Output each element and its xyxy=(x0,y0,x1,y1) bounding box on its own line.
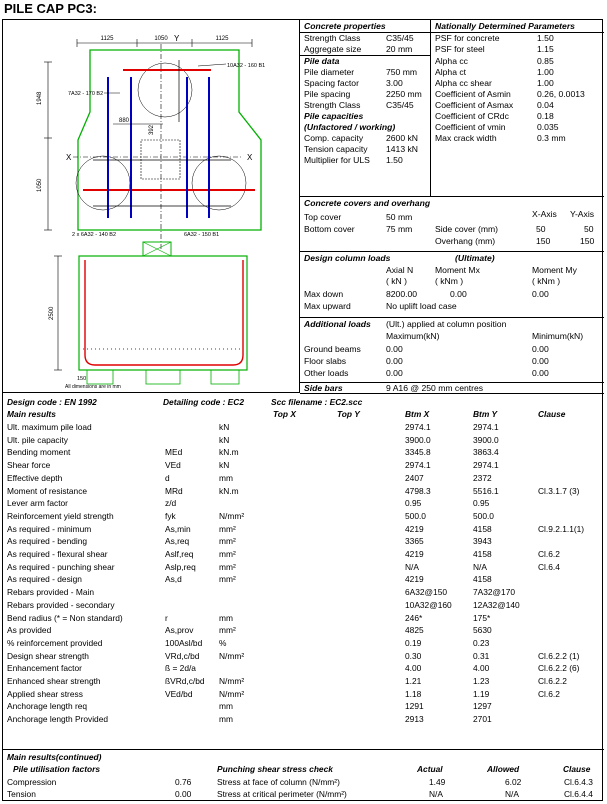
spacing-factor-value: 3.00 xyxy=(386,78,403,88)
covers-head: Concrete covers and overhang xyxy=(304,198,431,208)
table-row xyxy=(3,472,604,484)
result-symbol: Aslf,req xyxy=(165,549,194,559)
ndp-value: 0.85 xyxy=(537,56,554,66)
other-loads-label: Other loads xyxy=(304,368,349,378)
result-btm-y: 2372 xyxy=(473,472,492,483)
result-btm-y: 1.19 xyxy=(473,688,490,699)
top-cover-label: Top cover xyxy=(304,212,342,222)
allowed-head: Allowed xyxy=(487,764,520,774)
ultimate-label: (Ultimate) xyxy=(455,253,495,263)
floor-slabs-max: 0.00 xyxy=(386,356,403,366)
result-symbol: MEd xyxy=(165,447,183,458)
result-btm-y: 0.31 xyxy=(473,650,490,661)
result-symbol: VEd/bd xyxy=(165,688,193,699)
result-label: As required - flexural shear xyxy=(7,549,108,559)
aggregate-size-value: 20 mm xyxy=(386,44,413,54)
clause-head: Clause xyxy=(563,764,591,774)
result-label: Ult. maximum pile load xyxy=(7,422,92,432)
drawing-panel xyxy=(3,20,300,393)
result-unit: kN.m xyxy=(219,447,239,458)
table-row xyxy=(3,561,604,573)
moment-mx-head: Moment Mx xyxy=(435,265,480,275)
table-row xyxy=(3,421,604,433)
result-btm-y: 1297 xyxy=(473,701,492,712)
result-symbol: VEd xyxy=(165,460,181,471)
pile-cap-drawing xyxy=(3,20,300,393)
side-cover-label: Side cover (mm) xyxy=(435,224,499,234)
result-symbol: r xyxy=(165,612,168,623)
result-label: Bending moment xyxy=(7,447,71,458)
dim-top-right: 1125 xyxy=(215,36,229,42)
result-unit: kN xyxy=(219,434,230,445)
ndp-head: Nationally Determined Parameters xyxy=(435,21,575,31)
table-row xyxy=(3,688,604,700)
result-btm-x: 4219 xyxy=(405,523,424,534)
table-row xyxy=(3,485,604,497)
result-label: As required - design xyxy=(7,574,82,585)
result-symbol: MRd xyxy=(165,485,183,496)
table-row xyxy=(3,599,604,611)
callout-bottom-right: 6A32 - 150 B1 xyxy=(184,232,220,238)
result-btm-y: 0.95 xyxy=(473,498,490,509)
result-btm-x: 2974.1 xyxy=(405,460,431,471)
result-unit: mm² xyxy=(219,625,236,636)
table-row xyxy=(3,662,604,674)
result-btm-y: 2701 xyxy=(473,714,492,725)
punch-head: Punching shear stress check xyxy=(217,764,333,774)
overhang-y: 150 xyxy=(580,236,595,246)
perimeter-stress-allowed: N/A xyxy=(505,789,519,799)
compression-label: Compression xyxy=(7,777,57,787)
dim-392: 392 xyxy=(149,124,155,135)
strength-class-value: C35/45 xyxy=(386,33,414,43)
table-row xyxy=(3,446,604,458)
side-cover-y: 50 xyxy=(584,224,594,234)
top-cover-value: 50 mm xyxy=(386,212,413,222)
result-label: Anchorage length req xyxy=(7,701,88,712)
result-clause: Cl.9.2.1.1(1) xyxy=(538,523,585,534)
result-btm-y: 4158 xyxy=(473,574,492,585)
ndp-label: PSF for concrete xyxy=(435,33,500,43)
result-unit: N/mm² xyxy=(219,688,245,699)
result-label: Effective depth xyxy=(7,472,63,483)
result-btm-x: N/A xyxy=(405,561,419,572)
strength-class-label: Strength Class xyxy=(304,33,361,43)
table-row xyxy=(3,434,604,446)
face-stress-actual: 1.49 xyxy=(429,777,446,787)
result-unit: N/mm² xyxy=(219,510,245,521)
ndp-value: 1.50 xyxy=(537,33,554,43)
covers-panel xyxy=(300,197,604,252)
result-btm-y: 4158 xyxy=(473,523,492,534)
result-label: Enhancement factor xyxy=(7,663,82,674)
side-bars-panel xyxy=(300,383,604,394)
table-row xyxy=(3,650,604,662)
result-unit: mm² xyxy=(219,574,236,585)
result-label: % reinforcement provided xyxy=(7,637,103,648)
result-btm-x: 6A32@150 xyxy=(405,587,448,598)
result-btm-x: 2913 xyxy=(405,714,424,725)
dim-top-mid: 1050 xyxy=(154,36,168,42)
result-unit: kN xyxy=(219,422,230,432)
moment-my-unit: ( kNm ) xyxy=(532,276,561,286)
concrete-properties-panel xyxy=(300,20,604,197)
result-btm-x: 0.19 xyxy=(405,637,422,648)
result-unit: N/mm² xyxy=(219,650,245,661)
ndp-value: 0.3 mm xyxy=(537,133,566,143)
result-symbol: 100Asl/bd xyxy=(165,637,203,648)
callout-left-bars: 7A32 - 170 B2 xyxy=(68,91,104,97)
moment-my-head: Moment My xyxy=(532,265,577,275)
result-clause: Cl.6.2.2 xyxy=(538,676,567,686)
result-btm-y: 4158 xyxy=(473,549,492,559)
pile-diameter-value: 750 mm xyxy=(386,67,418,77)
dim-top-left: 1125 xyxy=(100,36,114,42)
pile-diameter-label: Pile diameter xyxy=(304,67,355,77)
overhang-x: 150 xyxy=(536,236,551,246)
result-label: Shear force xyxy=(7,460,51,471)
table-row xyxy=(3,612,604,624)
axial-n-head: Axial N xyxy=(386,265,414,275)
side-bars-label: Side bars xyxy=(304,383,343,393)
result-clause: Cl.6.4 xyxy=(538,561,560,572)
result-btm-y: 12A32@140 xyxy=(473,599,520,610)
ndp-label: Max crack width xyxy=(435,133,497,143)
ndp-label: Coefficient of Asmin xyxy=(435,89,511,99)
result-label: Reinforcement yield strength xyxy=(7,510,114,521)
col-btm-y: Btm Y xyxy=(473,409,498,419)
result-label: As required - bending xyxy=(7,536,88,547)
result-clause: Cl.6.2.2 (6) xyxy=(538,663,580,674)
result-btm-y: 7A32@170 xyxy=(473,587,516,598)
overhang-label: Overhang (mm) xyxy=(435,236,496,246)
ndp-label: Alpha cc xyxy=(435,56,468,66)
max-down-n: 8200.00 xyxy=(386,289,418,299)
result-btm-x: 1.21 xyxy=(405,676,422,686)
x-axis-label-left: X xyxy=(66,153,72,162)
max-down-label: Max down xyxy=(304,289,344,299)
table-row xyxy=(3,586,604,598)
ground-beams-max: 0.00 xyxy=(386,344,403,354)
table-row xyxy=(3,535,604,547)
tension-capacity-value: 1413 kN xyxy=(386,144,419,154)
ndp-value: 0.26, 0.0013 xyxy=(537,89,585,99)
face-stress-clause: Cl.6.4.3 xyxy=(564,777,593,787)
uls-multiplier-value: 1.50 xyxy=(386,155,403,165)
result-btm-y: 1.23 xyxy=(473,676,490,686)
result-symbol: d xyxy=(165,472,170,483)
perimeter-stress-actual: N/A xyxy=(429,789,443,799)
face-stress-allowed: 6.02 xyxy=(505,777,522,787)
result-symbol: ßVRd,c/bd xyxy=(165,676,205,686)
dim-left-upper: 1948 xyxy=(37,91,43,105)
ndp-label: Alpha cc shear xyxy=(435,78,492,88)
result-btm-x: 4219 xyxy=(405,574,424,585)
additional-min-head: Minimum(kN) xyxy=(532,331,584,341)
result-clause: Cl.6.2.2 (1) xyxy=(538,650,580,661)
floor-slabs-label: Floor slabs xyxy=(304,356,347,366)
result-btm-x: 2407 xyxy=(405,472,424,483)
pile-capacities-head: Pile capacities xyxy=(304,111,364,121)
result-btm-y: 3863.4 xyxy=(473,447,499,458)
result-symbol: z/d xyxy=(165,498,177,509)
result-btm-x: 1.18 xyxy=(405,688,422,699)
result-btm-y: 3900.0 xyxy=(473,434,499,445)
pile-spacing-value: 2250 mm xyxy=(386,89,422,99)
result-btm-y: 3943 xyxy=(473,536,492,547)
result-btm-x: 0.95 xyxy=(405,498,422,509)
main-results-table xyxy=(3,395,604,751)
ndp-value: 1.00 xyxy=(537,78,554,88)
result-btm-x: 4219 xyxy=(405,549,424,559)
result-btm-x: 10A32@160 xyxy=(405,599,452,610)
result-label: As required - punching shear xyxy=(7,561,115,572)
result-btm-x: 246* xyxy=(405,612,423,623)
pile-cap-sheet xyxy=(2,19,603,801)
result-btm-x: 3345.8 xyxy=(405,447,431,458)
result-btm-y: 2974.1 xyxy=(473,422,499,432)
result-btm-x: 4798.3 xyxy=(405,485,431,496)
ndp-label: Coefficient of Asmax xyxy=(435,100,514,110)
result-btm-x: 1291 xyxy=(405,701,424,712)
result-btm-y: 175* xyxy=(473,612,491,623)
result-btm-y: 4.00 xyxy=(473,663,490,674)
result-btm-y: 0.23 xyxy=(473,637,490,648)
table-row xyxy=(3,624,604,636)
result-label: As required - minimum xyxy=(7,523,92,534)
ground-beams-label: Ground beams xyxy=(304,344,361,354)
result-label: Rebars provided - Main xyxy=(7,587,95,598)
tension-value: 0.00 xyxy=(175,789,192,799)
other-loads-max: 0.00 xyxy=(386,368,403,378)
result-unit: mm² xyxy=(219,549,236,559)
concrete-properties-head: Concrete properties xyxy=(304,21,386,31)
comp-capacity-value: 2600 kN xyxy=(386,133,419,143)
result-unit: mm xyxy=(219,472,233,483)
callout-top-bars: 10A32 - 160 B1 xyxy=(227,63,266,69)
ground-beams-min: 0.00 xyxy=(532,344,549,354)
face-stress-label: Stress at face of column (N/mm²) xyxy=(217,777,340,787)
column-loads-head: Design column loads xyxy=(304,253,391,263)
spacing-factor-label: Spacing factor xyxy=(304,78,359,88)
ndp-label: Alpha ct xyxy=(435,67,467,77)
aggregate-size-label: Aggregate size xyxy=(304,44,362,54)
result-label: Anchorage length Provided xyxy=(7,714,109,725)
pile-strength-label: Strength Class xyxy=(304,100,361,110)
result-unit: kN.m xyxy=(219,485,239,496)
result-symbol: fyk xyxy=(165,510,176,521)
result-unit: % xyxy=(219,637,227,648)
main-results-head: Main results xyxy=(7,409,56,419)
result-unit: mm xyxy=(219,701,233,712)
pile-data-head: Pile data xyxy=(304,56,340,66)
result-btm-x: 4.00 xyxy=(405,663,422,674)
result-unit: mm² xyxy=(219,523,236,534)
actual-head: Actual xyxy=(417,764,443,774)
result-label: Ult. pile capacity xyxy=(7,434,68,445)
additional-loads-head: Additional loads xyxy=(304,319,371,329)
ndp-value: 1.15 xyxy=(537,44,554,54)
result-symbol: As,prov xyxy=(165,625,194,636)
result-label: Lever arm factor xyxy=(7,498,68,509)
ndp-label: Coefficient of vmin xyxy=(435,122,506,132)
dim-2500: 2500 xyxy=(49,306,55,320)
result-btm-x: 2974.1 xyxy=(405,422,431,432)
design-code: Design code : EN 1992 xyxy=(7,397,97,407)
x-axis-label-right: X xyxy=(247,153,253,162)
ndp-label: Coefficient of CRdc xyxy=(435,111,509,121)
max-down-my: 0.00 xyxy=(532,289,549,299)
y-axis-label-top: Y xyxy=(174,34,180,43)
max-up-value: No uplift load case xyxy=(386,301,457,311)
result-clause: Cl.6.2 xyxy=(538,688,560,699)
floor-slabs-min: 0.00 xyxy=(532,356,549,366)
result-symbol: As,min xyxy=(165,523,191,534)
result-btm-y: 2974.1 xyxy=(473,460,499,471)
tension-label: Tension xyxy=(7,789,36,799)
result-label: Bend radius (* = Non standard) xyxy=(7,612,123,623)
detailing-code: Detailing code : EC2 xyxy=(163,397,244,407)
col-top-y: Top Y xyxy=(337,409,360,419)
result-symbol: ß = 2d/a xyxy=(165,663,196,674)
table-row xyxy=(3,523,604,535)
result-btm-x: 3365 xyxy=(405,536,424,547)
continued-results xyxy=(3,751,604,801)
result-btm-y: 5630 xyxy=(473,625,492,636)
result-label: Rebars provided - secondary xyxy=(7,599,115,610)
compression-value: 0.76 xyxy=(175,777,192,787)
ndp-value: 0.18 xyxy=(537,111,554,121)
max-down-mx: 0.00 xyxy=(450,289,467,299)
covers-x-axis: X-Axis xyxy=(532,209,557,219)
pile-strength-value: C35/45 xyxy=(386,100,414,110)
result-unit: mm xyxy=(219,612,233,623)
additional-max-head: Maximum(kN) xyxy=(386,331,440,341)
col-btm-x: Btm X xyxy=(405,409,430,419)
result-unit: kN xyxy=(219,460,230,471)
side-bars-value: 9 A16 @ 250 mm centres xyxy=(386,383,484,393)
table-row xyxy=(3,510,604,522)
result-unit: mm² xyxy=(219,536,236,547)
ndp-value: 1.00 xyxy=(537,67,554,77)
perimeter-stress-clause: Cl.6.4.4 xyxy=(564,789,593,799)
continued-head: Main results(continued) xyxy=(7,752,102,762)
bottom-cover-value: 75 mm xyxy=(386,224,413,234)
result-unit: mm² xyxy=(219,561,236,572)
ndp-value: 0.04 xyxy=(537,100,554,110)
result-unit: mm xyxy=(219,714,233,725)
callout-bottom-left: 2 x 6A32 - 140 B2 xyxy=(72,232,117,238)
table-row xyxy=(3,548,604,560)
column-loads-panel xyxy=(300,252,604,318)
table-row xyxy=(3,573,604,585)
result-clause: Cl.6.2 xyxy=(538,549,560,559)
ndp-label: PSF for steel xyxy=(435,44,485,54)
uls-multiplier-label: Multiplier for ULS xyxy=(304,155,370,165)
result-btm-y: 500.0 xyxy=(473,510,494,521)
result-symbol: As,d xyxy=(165,574,182,585)
col-clause: Clause xyxy=(538,409,566,419)
ndp-value: 0.035 xyxy=(537,122,559,132)
dimensions-note: All dimensions are in mm xyxy=(65,384,121,390)
comp-capacity-label: Comp. capacity xyxy=(304,133,364,143)
pile-capacities-subhead: (Unfactored / working) xyxy=(304,122,396,132)
result-label: As provided xyxy=(7,625,52,636)
result-label: Moment of resistance xyxy=(7,485,88,496)
additional-loads-panel xyxy=(300,318,604,383)
scc-filename: Scc filename : EC2.scc xyxy=(271,397,363,407)
result-btm-y: N/A xyxy=(473,561,487,572)
max-up-label: Max upward xyxy=(304,301,351,311)
dim-880: 880 xyxy=(119,118,130,124)
util-head: Pile utilisation factors xyxy=(13,764,101,774)
other-loads-min: 0.00 xyxy=(532,368,549,378)
axial-n-unit: ( kN ) xyxy=(386,276,408,286)
bottom-cover-label: Bottom cover xyxy=(304,224,355,234)
result-symbol: As,req xyxy=(165,536,190,547)
table-row xyxy=(3,637,604,649)
page-title: PILE CAP PC3: xyxy=(4,1,97,16)
result-btm-x: 0.30 xyxy=(405,650,422,661)
table-row xyxy=(3,675,604,687)
table-row xyxy=(3,713,604,725)
result-label: Design shear strength xyxy=(7,650,89,661)
tension-capacity-label: Tension capacity xyxy=(304,144,368,154)
additional-loads-note: (Ult.) applied at column position xyxy=(386,319,507,329)
result-label: Applied shear stress xyxy=(7,688,83,699)
result-btm-x: 3900.0 xyxy=(405,434,431,445)
result-unit: N/mm² xyxy=(219,676,245,686)
table-row xyxy=(3,700,604,712)
moment-mx-unit: ( kNm ) xyxy=(435,276,464,286)
side-cover-x: 50 xyxy=(536,224,546,234)
dim-left-lower: 1050 xyxy=(37,178,43,192)
perimeter-stress-label: Stress at critical perimeter (N/mm²) xyxy=(217,789,347,799)
result-btm-y: 5516.1 xyxy=(473,485,499,496)
dim-150: 150 xyxy=(77,376,87,382)
table-row xyxy=(3,497,604,509)
result-btm-x: 500.0 xyxy=(405,510,426,521)
result-label: Enhanced shear strength xyxy=(7,676,101,686)
result-symbol: VRd,c/bd xyxy=(165,650,200,661)
result-clause: Cl.3.1.7 (3) xyxy=(538,485,580,496)
table-row xyxy=(3,459,604,471)
pile-spacing-label: Pile spacing xyxy=(304,89,351,99)
col-top-x: Top X xyxy=(273,409,296,419)
result-symbol: Aslp,req xyxy=(165,561,196,572)
result-btm-x: 4825 xyxy=(405,625,424,636)
covers-y-axis: Y-Axis xyxy=(570,209,595,219)
